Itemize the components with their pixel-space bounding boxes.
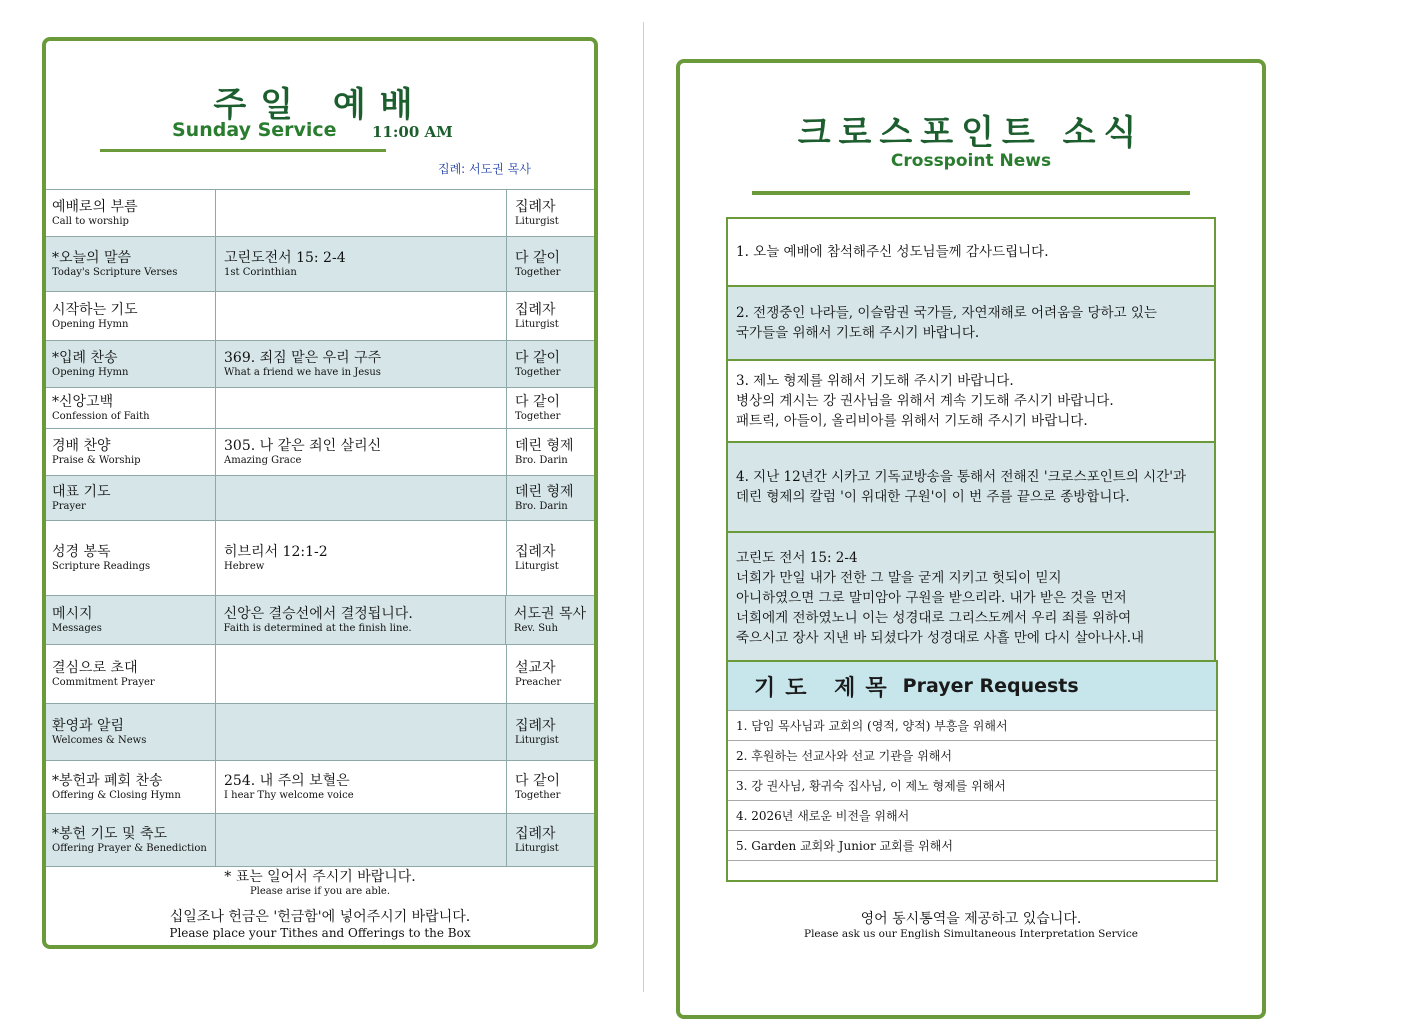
order-of-service-table [46,189,594,867]
order-item-title-english: Prayer [52,500,86,512]
order-item-title-english: Call to worship [52,215,129,227]
prayer-request-item: 4. 2026년 새로운 비전을 위해서 [728,800,1216,830]
news-item-line: 아니하였으면 그로 말미암아 구원을 받으리라. 내가 받은 것을 먼저 [736,590,1127,606]
order-item-title-english: Opening Hymn [52,318,129,330]
order-row [46,596,594,645]
order-item-title-korean: 예배로의 부름 [52,198,138,215]
order-item-leader-korean: 다 같이 [515,393,561,410]
order-item-title-korean: *신앙고백 [52,393,114,410]
news-item-line: 2. 전쟁중인 나라들, 이슬람권 국가들, 자연재해로 어려움을 당하고 있는 [736,305,1157,321]
order-item-leader-english: Bro. Darin [515,500,568,512]
order-item-leader [507,521,594,595]
order-row [46,704,594,761]
order-row [46,190,594,237]
order-item-detail [216,429,507,475]
order-item-title [46,814,216,866]
order-item-leader-korean: 집례자 [515,825,556,842]
crosspoint-news-panel [676,59,1266,1019]
order-item-leader-english: Liturgist [515,734,559,746]
order-item-leader-english: Together [515,410,561,422]
order-row [46,292,594,341]
order-item-title [46,341,216,387]
order-item-title-english: Praise & Worship [52,454,141,466]
news-item-line: 데린 형제의 칼럼 '이 위대한 구원'이 이 번 주를 끝으로 종방합니다. [736,489,1130,505]
prayer-requests-header [728,662,1216,710]
order-item-leader-english: Rev. Suh [513,622,558,634]
news-item-line: 고린도 전서 15: 2-4 [736,550,858,566]
order-item-leader-korean: 다 같이 [515,249,561,266]
order-item-detail [216,761,507,813]
news-item-line: 너희에게 전하였노니 이는 성경대로 그리스도께서 우리 죄를 위하여 [736,610,1132,626]
prayer-requests-box [726,660,1218,882]
news-item-line: 3. 제노 형제를 위해서 기도해 주시기 바랍니다. [736,373,1014,389]
order-row [46,341,594,388]
order-item-title-english: Commitment Prayer [52,676,155,688]
order-row [46,521,594,596]
order-item-leader-korean: 데린 형제 [515,437,574,454]
order-item-leader-english: Liturgist [515,215,559,227]
news-title-korean: 크로스포인트 소식 [797,113,1145,153]
order-item-leader [507,388,594,428]
order-item-title [46,596,216,644]
order-item-detail [216,341,507,387]
service-time: 11:00 AM [372,123,453,141]
order-item-leader-english: Liturgist [515,318,559,330]
news-item-line: 1. 오늘 예배에 참석해주신 성도님들께 감사드립니다. [736,244,1049,260]
page-fold-divider [643,22,644,992]
order-item-leader-korean: 집례자 [515,543,556,560]
order-item-leader [507,814,594,866]
order-item-leader-english: Liturgist [515,560,559,572]
order-item-detail [216,645,507,703]
prayer-requests-list [728,710,1216,890]
officiant-label: 집례: 서도권 목사 [438,162,531,176]
order-item-title [46,476,216,520]
order-row [46,388,594,429]
order-item-leader-korean: 집례자 [515,301,556,318]
order-item-detail-korean: 고린도전서 15: 2-4 [224,249,346,266]
order-item-title-korean: *봉헌과 폐회 찬송 [52,772,163,789]
prayer-title-korean: 기도 제목 [754,674,897,701]
order-item-title-english: Opening Hymn [52,366,129,378]
order-item-detail [216,190,507,236]
order-item-leader [507,645,594,703]
order-item-detail [216,704,507,760]
order-row [46,237,594,292]
offering-note [46,909,594,941]
news-item-line: 병상의 계시는 강 권사님을 위해서 계속 기도해 주시기 바랍니다. [736,393,1114,409]
order-item-leader-korean: 집례자 [515,198,556,215]
order-item-leader-korean: 다 같이 [515,349,561,366]
news-item-line: 4. 지난 12년간 시카고 기독교방송을 통해서 전해진 '크로스포인트의 시간'과 [736,469,1186,485]
order-item-title-english: Welcomes & News [52,734,147,746]
prayer-request-item: 3. 강 권사님, 황귀숙 집사님, 이 제노 형제를 위해서 [728,770,1216,800]
news-item [728,287,1214,361]
order-item-leader-korean: 다 같이 [515,772,561,789]
news-item [728,443,1214,533]
news-item [728,219,1214,287]
order-row [46,814,594,867]
order-item-detail [216,521,507,595]
order-item-title [46,429,216,475]
stand-note-korean: * 표는 일어서 주시기 바랍니다. [224,869,416,885]
order-item-title-korean: 성경 봉독 [52,543,111,560]
stand-note-english: Please arise if you are able. [249,886,391,897]
news-title-english: Crosspoint News [890,151,1052,171]
order-item-title [46,292,216,340]
order-item-detail-english: 1st Corinthian [224,266,297,278]
order-item-detail-korean: 254. 내 주의 보혈은 [224,772,350,789]
order-item-title-korean: 결심으로 초대 [52,659,138,676]
order-row [46,476,594,521]
order-item-title-english: Scripture Readings [52,560,151,572]
order-item-title-english: Offering & Closing Hymn [52,789,181,801]
order-row [46,645,594,704]
order-item-title [46,761,216,813]
order-row [46,429,594,476]
prayer-request-item: 5. Garden 교회와 Junior 교회를 위해서 [728,830,1216,860]
order-item-leader-korean: 집례자 [515,717,556,734]
order-item-leader-english: Liturgist [515,842,559,854]
order-item-detail [216,476,507,520]
order-item-detail-korean: 신앙은 결승선에서 결정됩니다. [223,605,413,622]
order-item-detail-english: What a friend we have in Jesus [224,366,381,378]
news-item-line: 패트릭, 아들이, 올리비아를 위해서 기도해 주시기 바랍니다. [736,413,1088,429]
order-item-title-korean: *오늘의 말씀 [52,249,132,266]
prayer-request-item [728,860,1216,890]
order-item-title [46,645,216,703]
order-item-detail-english: Hebrew [224,560,265,572]
interpretation-note-english: Please ask us our English Simultaneous Interpretation Service [804,928,1138,940]
order-item-detail [216,388,507,428]
order-item-title-korean: 시작하는 기도 [52,301,138,318]
order-item-leader-english: Bro. Darin [515,454,568,466]
order-item-title [46,521,216,595]
order-item-leader [507,237,594,291]
order-item-leader-korean: 데린 형제 [515,483,574,500]
order-item-detail [216,292,507,340]
order-item-detail [216,237,507,291]
sunday-service-panel [42,37,598,949]
prayer-request-item: 2. 후원하는 선교사와 선교 기관을 위해서 [728,740,1216,770]
order-item-title [46,237,216,291]
order-item-leader-korean: 설교자 [515,659,556,676]
interpretation-note [680,911,1262,940]
order-item-detail-korean: 히브리서 12:1-2 [224,543,328,560]
order-item-detail-korean: 369. 죄짐 맡은 우리 구주 [224,349,382,366]
offering-note-english: Please place your Tithes and Offerings to the Box [169,926,471,940]
order-item-leader-korean: 서도권 목사 [513,605,586,622]
news-item [728,361,1214,443]
order-item-leader-english: Together [515,366,561,378]
order-item-title-english: Confession of Faith [52,410,150,422]
order-item-leader [507,292,594,340]
news-item-line: 죽으시고 장사 지낸 바 되셨다가 성경대로 사흘 만에 다시 살아나사.내 [736,630,1145,646]
news-item-line: 국가들을 위해서 기도해 주시기 바랍니다. [736,325,980,341]
news-title-underline [752,191,1190,195]
order-item-leader-english: Together [515,789,561,801]
order-item-title-english: Messages [52,622,102,634]
prayer-request-item: 1. 담임 목사님과 교회의 (영적, 양적) 부흥을 위해서 [728,710,1216,740]
order-item-leader [507,190,594,236]
order-item-leader [506,596,594,644]
order-item-detail [216,814,507,866]
order-item-leader [507,761,594,813]
prayer-title-english: Prayer Requests [902,675,1079,697]
order-item-detail-english: Amazing Grace [224,454,302,466]
order-item-detail-korean: 305. 나 같은 죄인 살리신 [224,437,382,454]
order-item-leader [507,341,594,387]
order-row [46,761,594,814]
title-underline [100,149,386,152]
order-item-leader-english: Together [515,266,561,278]
order-item-detail-english: Faith is determined at the finish line. [223,622,412,634]
offering-note-korean: 십일조나 헌금은 '헌금함'에 넣어주시기 바랍니다. [169,909,471,925]
order-item-leader [507,704,594,760]
order-item-leader [507,429,594,475]
order-item-title-korean: 환영과 알림 [52,717,125,734]
stand-note [46,869,594,898]
order-item-title [46,704,216,760]
order-item-title-korean: 경배 찬양 [52,437,111,454]
order-item-title [46,190,216,236]
order-item-title-korean: *봉헌 기도 및 축도 [52,825,168,842]
order-item-title [46,388,216,428]
news-item-line: 너희가 만일 내가 전한 그 말을 굳게 지키고 헛되이 믿지 [736,570,1062,586]
order-item-title-korean: *입례 찬송 [52,349,118,366]
order-item-title-korean: 대표 기도 [52,483,111,500]
news-list [726,217,1216,665]
order-item-title-korean: 메시지 [52,605,93,622]
service-title-korean: 주일 예배 [213,85,427,125]
order-item-title-english: Offering Prayer & Benediction [52,842,207,854]
service-title-english: Sunday Service [172,119,337,141]
order-item-leader-english: Preacher [515,676,562,688]
order-item-detail-english: I hear Thy welcome voice [224,789,354,801]
order-item-title-english: Today's Scripture Verses [52,266,178,278]
order-item-detail [216,596,506,644]
interpretation-note-korean: 영어 동시통역을 제공하고 있습니다. [860,911,1082,927]
order-item-leader [507,476,594,520]
news-item [728,533,1214,663]
